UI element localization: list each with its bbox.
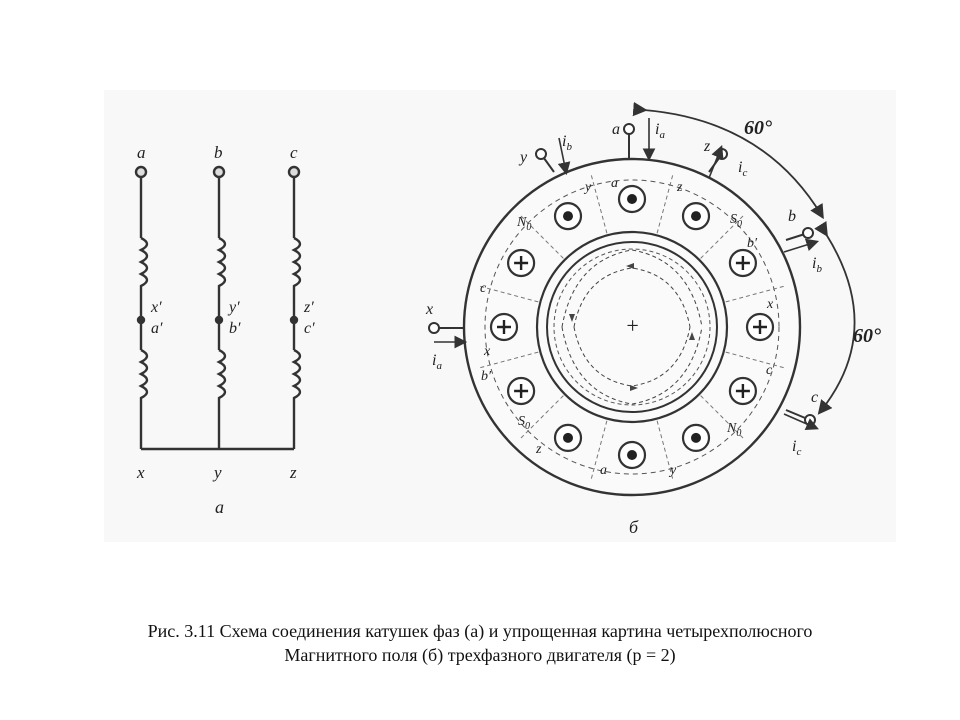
terminal-a-right xyxy=(624,124,634,134)
terminal-label-z: z xyxy=(704,138,711,155)
label-x-prime: x′ xyxy=(151,299,162,316)
figure-caption-line2: Магнитного поля (б) трехфазного двигателя (р = 2) xyxy=(284,645,676,665)
terminal-label-x: x xyxy=(426,301,434,318)
conductor-dot-icon xyxy=(691,211,701,221)
slot-label-y-top: y xyxy=(585,180,592,195)
current-label-ib-right: $i_b$ xyxy=(812,255,822,275)
terminal-y-right xyxy=(536,149,546,159)
label-y: y xyxy=(214,463,222,482)
figure-diagram xyxy=(104,90,896,542)
label-b-prime: b′ xyxy=(229,320,241,337)
slot-label-b-prime-top: b′ xyxy=(747,236,758,251)
conductor-dot-icon xyxy=(563,211,573,221)
label-x: x xyxy=(137,463,145,482)
terminal-x-right xyxy=(429,323,439,333)
current-label-ic-bottom: $i_c$ xyxy=(792,438,802,458)
slot-label-x-right: x xyxy=(767,297,774,312)
label-a-prime: a′ xyxy=(151,320,163,337)
current-label-ic-top: $i_c$ xyxy=(738,159,748,179)
figure-caption-line1: Рис. 3.11 Схема соединения катушек фаз (а) и упрощенная картина четырехполюсного xyxy=(147,621,813,641)
sublabel-a: а xyxy=(215,497,224,517)
label-c-prime: c′ xyxy=(304,320,315,337)
center-plus: + xyxy=(625,313,640,338)
slot-label-s0-top: $S_0$ xyxy=(730,212,742,230)
slot-label-b-prime-left: b′ xyxy=(481,369,492,384)
slot-label-y-bottom: y xyxy=(670,463,677,478)
label-z: z xyxy=(290,463,297,482)
coil-a-lower xyxy=(141,350,147,408)
coil-c-upper xyxy=(294,238,300,300)
label-c: c xyxy=(290,143,298,162)
angle-label-top: 60° xyxy=(744,117,772,139)
sublabel-b: б xyxy=(629,517,639,537)
current-label-ib-top: $i_b$ xyxy=(562,133,572,153)
slot-label-a-top: a xyxy=(611,176,618,191)
coil-c-lower xyxy=(294,350,300,408)
terminal-b-right xyxy=(803,228,813,238)
terminal-label-y: y xyxy=(520,149,528,166)
slot-label-c-left: c xyxy=(480,281,487,296)
slot-label-c-right: c xyxy=(766,363,773,378)
coil-scheme-labels xyxy=(136,143,315,517)
terminal-label-b: b xyxy=(788,208,796,225)
label-b: b xyxy=(214,143,223,162)
slot-label-n0-bottom: $N_0$ xyxy=(727,421,742,439)
terminal-c xyxy=(289,167,299,177)
terminal-a xyxy=(136,167,146,177)
coil-b-upper xyxy=(219,238,225,300)
coil-b-lower xyxy=(219,350,225,408)
conductor-dot-icon xyxy=(627,194,637,204)
current-label-ia: $i_a$ xyxy=(655,121,665,141)
terminal-b xyxy=(214,167,224,177)
slot-label-x-prime-left: x xyxy=(484,344,491,359)
coil-a-upper xyxy=(141,238,147,300)
slot-label-a-bottom: a xyxy=(600,463,607,478)
slot-label-n0-top: $N_0$ xyxy=(517,215,532,233)
current-label-ia-left: $i_a$ xyxy=(432,352,442,372)
angle-arc-side xyxy=(820,234,855,412)
terminal-label-a: a xyxy=(612,121,620,138)
terminal-label-c: c xyxy=(811,389,819,406)
slot-label-s0-bottom: $S_0$ xyxy=(518,414,530,432)
conductor-dot-icon xyxy=(691,433,701,443)
label-a: a xyxy=(137,143,146,162)
angle-label-side: 60° xyxy=(853,325,881,347)
conductor-dot-icon xyxy=(627,450,637,460)
conductor-dot-icon xyxy=(563,433,573,443)
slot-label-z-top: z xyxy=(677,180,683,195)
figure-panel xyxy=(104,90,896,542)
label-z-prime: z′ xyxy=(304,299,314,316)
label-y-prime: y′ xyxy=(229,299,240,316)
stator-diagram xyxy=(425,110,881,537)
slot-label-z-bottom: z xyxy=(536,442,542,457)
